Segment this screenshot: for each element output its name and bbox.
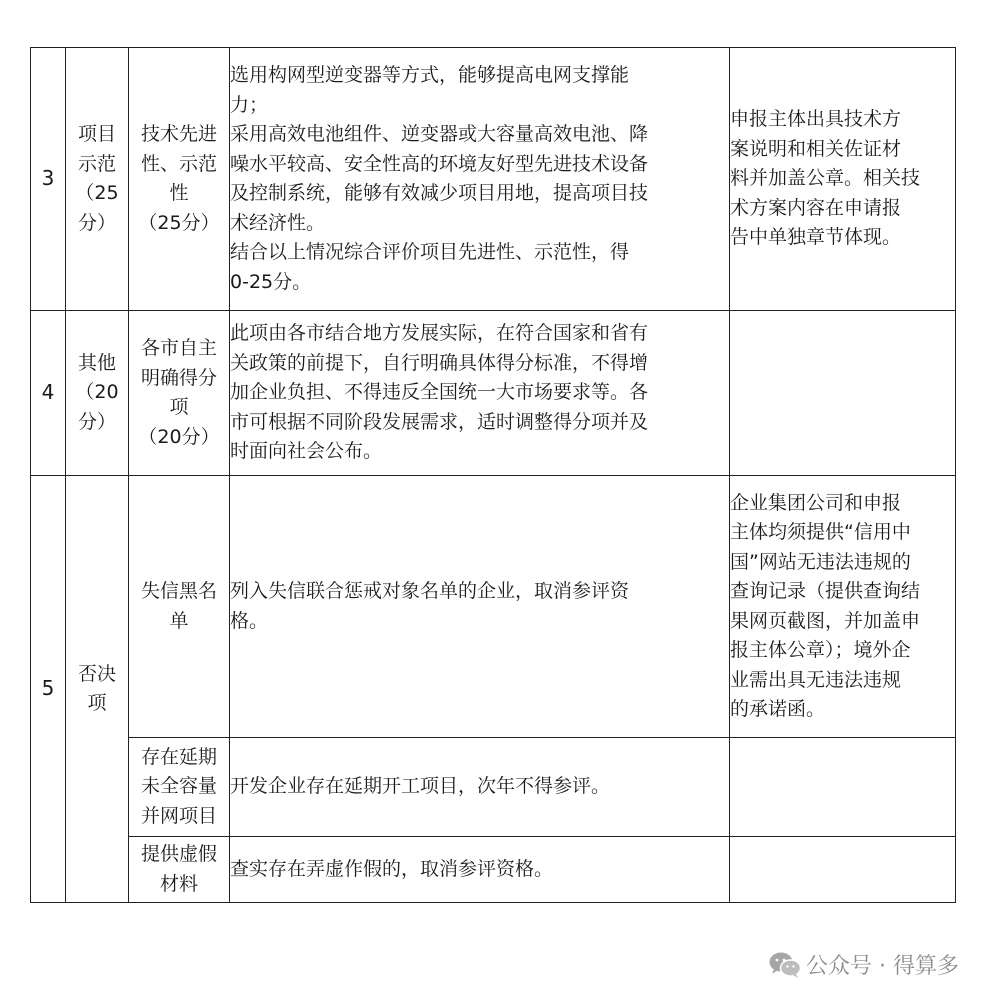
item-cell	[129, 837, 230, 903]
item-text: 存在延期 未全容量 并网项目	[140, 745, 217, 827]
materials-cell	[730, 476, 956, 738]
row-number: 3	[31, 48, 66, 311]
criteria-cell	[230, 48, 730, 311]
table-row	[31, 48, 956, 311]
criteria-cell	[230, 476, 730, 738]
table-row	[31, 837, 956, 903]
item-text: 提供虚假 材料	[140, 843, 217, 895]
item-text: 各市自主 明确得分 项 （20分）	[138, 337, 220, 448]
item-cell	[129, 738, 230, 837]
criteria-cell	[230, 311, 730, 476]
item-cell	[129, 311, 230, 476]
item-cell	[129, 476, 230, 738]
table-row	[31, 738, 956, 837]
materials-text: 企业集团公司和申报 主体均须提供“信用中 国”网站无违法违规的 查询记录（提供查询结 果网页截图，并加盖申 报主体公章）；境外企 业需出具无违法违规 的承诺函。	[730, 491, 921, 720]
table-row	[31, 476, 956, 738]
row-number: 4	[31, 311, 66, 476]
category-text: 项目 示范 （25 分）	[75, 123, 119, 234]
criteria-cell	[230, 837, 730, 903]
criteria-text: 列入失信联合惩戒对象名单的企业，取消参评资 格。	[230, 580, 630, 632]
materials-cell	[730, 48, 956, 311]
materials-cell	[730, 837, 956, 903]
criteria-text: 开发企业存在延期开工项目，次年不得参评。	[230, 775, 611, 798]
category-cell	[66, 48, 129, 311]
criteria-text: 查实存在弄虚作假的，取消参评资格。	[230, 857, 554, 880]
item-cell	[129, 48, 230, 311]
category-cell	[66, 476, 129, 903]
watermark-text: 公众号 · 得算多	[806, 954, 959, 979]
item-text: 失信黑名 单	[140, 580, 217, 632]
item-text: 技术先进 性、示范 性 （25分）	[138, 123, 220, 234]
category-text: 否决 项	[77, 662, 116, 714]
table-row	[31, 311, 956, 476]
wechat-icon	[768, 951, 802, 979]
watermark	[768, 949, 959, 980]
category-cell	[66, 311, 129, 476]
materials-cell	[730, 738, 956, 837]
criteria-text: 选用构网型逆变器等方式，能够提高电网支撑能 力； 采用高效电池组件、逆变器或大容量高效电池、降 噪水平较高、安全性高的环境友好型先进技术设备 及控制系统，能够有效减少项目用地，提高项目技 术经济性。 结合以上情况综合评价项目先进性、示范性，得 0-25分。	[230, 64, 649, 293]
materials-cell	[730, 311, 956, 476]
criteria-cell	[230, 738, 730, 837]
materials-text: 申报主体出具技术方 案说明和相关佐证材 料并加盖公章。相关技 术方案内容在申请报 告中单独章节体现。	[730, 108, 921, 249]
row-number: 5	[31, 476, 66, 903]
scoring-criteria-table	[30, 47, 956, 903]
criteria-text: 此项由各市结合地方发展实际，在符合国家和省有 关政策的前提下，自行明确具体得分标准，不得增 加企业负担、不得违反全国统一大市场要求等。各 市可根据不同阶段发展需求，适时调整得分项并及 时面向社会公布。	[230, 322, 649, 463]
category-text: 其他 （20 分）	[75, 351, 119, 433]
